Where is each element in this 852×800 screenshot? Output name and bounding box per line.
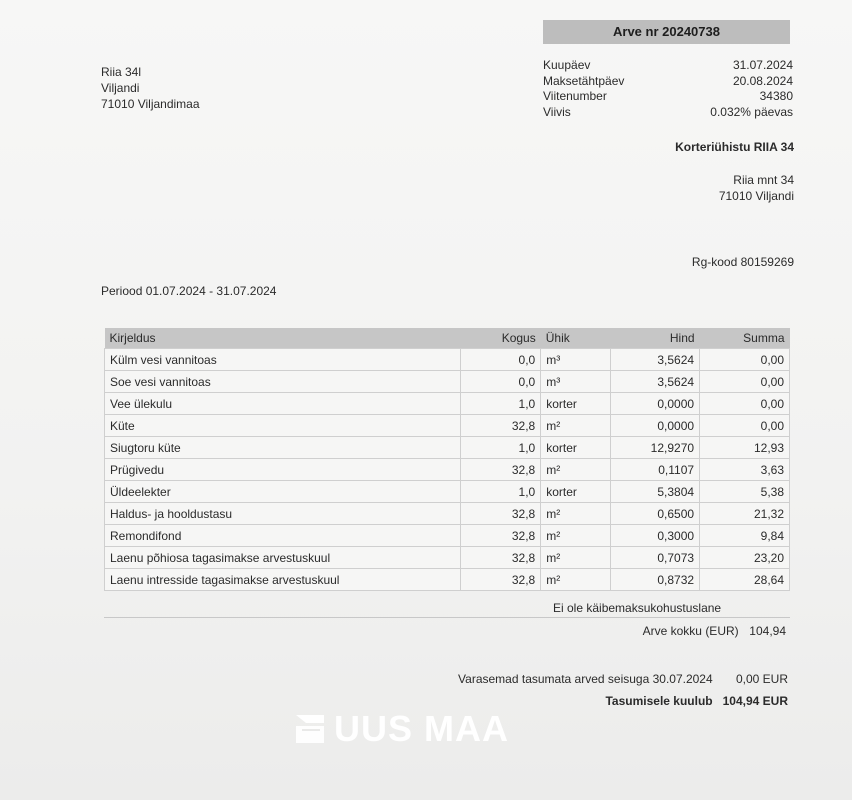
table-row (105, 547, 790, 569)
meta-value: 34380 (759, 89, 793, 103)
cell-sum: 0,00 (700, 349, 790, 371)
meta-penalty (543, 105, 793, 121)
invoice-items-table (104, 328, 790, 591)
col-quantity: Kogus (461, 328, 541, 349)
company-reg-code: Rg-kood 80159269 (691, 255, 794, 269)
cell-unit: korter (541, 437, 611, 459)
table-row (105, 525, 790, 547)
cell-description: Prügivedu (105, 459, 461, 481)
cell-unit: m² (541, 525, 611, 547)
table-row (105, 371, 790, 393)
cell-description: Soe vesi vannitoas (105, 371, 461, 393)
cell-sum: 28,64 (700, 569, 790, 591)
col-description: Kirjeldus (105, 328, 461, 349)
billing-period: Periood 01.07.2024 - 31.07.2024 (101, 284, 277, 298)
col-sum: Summa (700, 328, 790, 349)
cell-quantity: 0,0 (461, 349, 541, 371)
cell-sum: 21,32 (700, 503, 790, 525)
cell-quantity: 32,8 (461, 459, 541, 481)
meta-label: Maksetähtpäev (543, 73, 625, 88)
col-price: Hind (611, 328, 700, 349)
cell-sum: 12,93 (700, 437, 790, 459)
company-address (719, 172, 794, 204)
meta-value: 0.032% päevas (710, 104, 793, 119)
meta-date (543, 58, 793, 74)
cell-unit: m² (541, 459, 611, 481)
due-value: 104,94 EUR (722, 694, 788, 708)
cell-sum: 0,00 (700, 371, 790, 393)
uus-maa-logo (296, 708, 509, 750)
cell-description: Küte (105, 415, 461, 437)
cell-price: 5,3804 (611, 481, 700, 503)
table-row (105, 459, 790, 481)
table-row (105, 481, 790, 503)
table-row (105, 393, 790, 415)
cell-price: 0,6500 (611, 503, 700, 525)
recipient-address (101, 64, 200, 112)
meta-label: Viivis (543, 104, 571, 119)
cell-quantity: 32,8 (461, 415, 541, 437)
cell-description: Laenu põhiosa tagasimakse arvestuskuul (105, 547, 461, 569)
company-name: Korteriühistu RIIA 34 (675, 140, 794, 154)
cell-quantity: 32,8 (461, 547, 541, 569)
cell-unit: m³ (541, 371, 611, 393)
logo-mark-icon (296, 715, 324, 743)
cell-description: Üldeelekter (105, 481, 461, 503)
col-unit: Ühik (541, 328, 611, 349)
table-row (105, 503, 790, 525)
cell-description: Külm vesi vannitoas (105, 349, 461, 371)
cell-unit: m² (541, 415, 611, 437)
cell-unit: m² (541, 569, 611, 591)
recipient-city: Viljandi (101, 81, 140, 95)
cell-price: 0,1107 (611, 459, 700, 481)
total-label: Arve kokku (EUR) (642, 624, 739, 638)
company-city: 71010 Viljandi (718, 189, 794, 203)
meta-value: 31.07.2024 (732, 58, 793, 72)
cell-quantity: 32,8 (461, 503, 541, 525)
divider (104, 617, 790, 618)
cell-description: Haldus- ja hooldustasu (105, 503, 461, 525)
meta-label: Kuupäev (543, 58, 591, 72)
cell-sum: 0,00 (700, 393, 790, 415)
cell-sum: 3,63 (700, 459, 790, 481)
meta-label: Viitenumber (543, 89, 607, 103)
amount-due (605, 694, 788, 708)
cell-description: Remondifond (105, 525, 461, 547)
vat-note: Ei ole käibemaksukohustuslane (553, 601, 722, 615)
cell-sum: 9,84 (700, 525, 790, 547)
cell-price: 0,3000 (611, 525, 700, 547)
previous-label: Varasemad tasumata arved seisuga 30.07.2024 (458, 672, 713, 686)
cell-price: 0,7073 (611, 547, 700, 569)
cell-unit: m³ (541, 349, 611, 371)
cell-quantity: 32,8 (461, 569, 541, 591)
cell-price: 0,8732 (611, 569, 700, 591)
invoice-title: Arve nr 20240738 (543, 20, 790, 44)
cell-price: 3,5624 (611, 371, 700, 393)
table-row (105, 437, 790, 459)
invoice-total (643, 624, 786, 638)
recipient-postal: 71010 Viljandimaa (101, 97, 200, 111)
cell-sum: 23,20 (700, 547, 790, 569)
due-label: Tasumisele kuulub (605, 694, 713, 708)
table-row (105, 349, 790, 371)
table-row (105, 415, 790, 437)
cell-quantity: 0,0 (461, 371, 541, 393)
cell-unit: m² (541, 547, 611, 569)
cell-price: 0,0000 (611, 415, 700, 437)
cell-quantity: 1,0 (461, 437, 541, 459)
cell-description: Laenu intresside tagasimakse arvestuskuul (105, 569, 461, 591)
recipient-street: Riia 34l (101, 65, 142, 79)
logo-text: UUS MAA (334, 708, 509, 749)
cell-price: 3,5624 (611, 349, 700, 371)
invoice-meta (543, 58, 793, 120)
cell-price: 0,0000 (611, 393, 700, 415)
cell-price: 12,9270 (611, 437, 700, 459)
total-value: 104,94 (749, 624, 786, 638)
table-header (105, 328, 790, 349)
cell-sum: 5,38 (700, 481, 790, 503)
cell-unit: korter (541, 481, 611, 503)
meta-value: 20.08.2024 (732, 73, 793, 88)
cell-quantity: 1,0 (461, 393, 541, 415)
previous-balance (458, 672, 788, 686)
cell-description: Vee ülekulu (105, 393, 461, 415)
company-street: Riia mnt 34 (733, 173, 794, 187)
cell-description: Siugtoru küte (105, 437, 461, 459)
cell-quantity: 32,8 (461, 525, 541, 547)
cell-unit: korter (541, 393, 611, 415)
meta-reference (543, 89, 793, 105)
previous-value: 0,00 EUR (735, 672, 788, 686)
meta-due-date (543, 74, 793, 90)
cell-quantity: 1,0 (461, 481, 541, 503)
cell-unit: m² (541, 503, 611, 525)
cell-sum: 0,00 (700, 415, 790, 437)
table-row (105, 569, 790, 591)
